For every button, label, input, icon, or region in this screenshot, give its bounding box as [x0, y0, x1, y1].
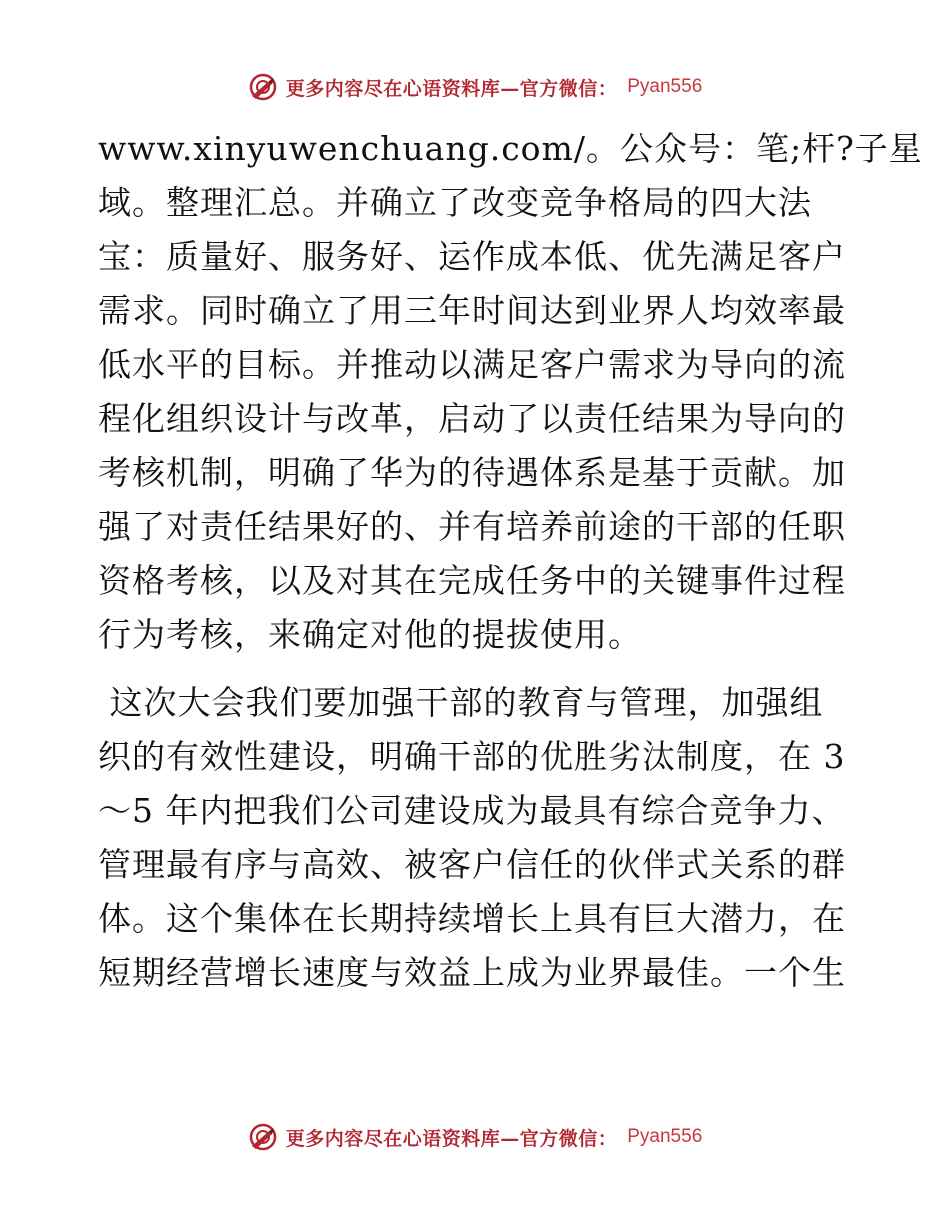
brand-logo-icon	[248, 72, 278, 102]
text-line: 这次大会我们要加强干部的教育与管理，加强组	[98, 683, 824, 722]
text-line: www.xinyuwenchuang.com/。公众号：笔;杆?子星	[98, 129, 923, 168]
text-line: 行为考核，来确定对他的提拔使用。	[98, 615, 642, 654]
text-line: 短期经营增长速度与效益上成为业界最佳。一个生	[98, 953, 846, 992]
header-wechat-id: Pyan556	[627, 76, 703, 97]
footer-banner-text: 更多内容尽在心语资料库—官方微信：	[285, 1127, 618, 1150]
text-line: 体。这个集体在长期持续增长上具有巨大潜力，在	[98, 899, 846, 938]
brand-logo-icon	[248, 1122, 278, 1152]
document-body	[98, 122, 923, 1000]
text-line: 程化组织设计与改革，启动了以责任结果为导向的	[98, 399, 846, 438]
paragraph-gap	[98, 662, 850, 676]
footer-banner	[0, 1122, 950, 1152]
text-line: 考核机制，明确了华为的待遇体系是基于贡献。加	[98, 453, 846, 492]
footer-wechat-id: Pyan556	[627, 1126, 703, 1147]
header-banner-text: 更多内容尽在心语资料库—官方微信：	[285, 77, 618, 100]
text-line: 宝：质量好、服务好、运作成本低、优先满足客户	[98, 237, 846, 276]
text-line: 域。整理汇总。并确立了改变竞争格局的四大法	[98, 183, 812, 222]
text-line: 低水平的目标。并推动以满足客户需求为导向的流	[98, 345, 846, 384]
text-line: ～5 年内把我们公司建设成为最具有综合竞争力、	[98, 791, 846, 830]
text-line: 强了对责任结果好的、并有培养前途的干部的任职	[98, 507, 846, 546]
header-banner	[0, 72, 950, 102]
text-line: 需求。同时确立了用三年时间达到业界人均效率最	[98, 291, 846, 330]
paragraph-1	[98, 122, 923, 662]
paragraph-2	[98, 676, 850, 1000]
text-line: 织的有效性建设，明确干部的优胜劣汰制度，在 3	[98, 737, 846, 776]
text-line: 管理最有序与高效、被客户信任的伙伴式关系的群	[98, 845, 846, 884]
text-line: 资格考核，以及对其在完成任务中的关键事件过程	[98, 561, 846, 600]
